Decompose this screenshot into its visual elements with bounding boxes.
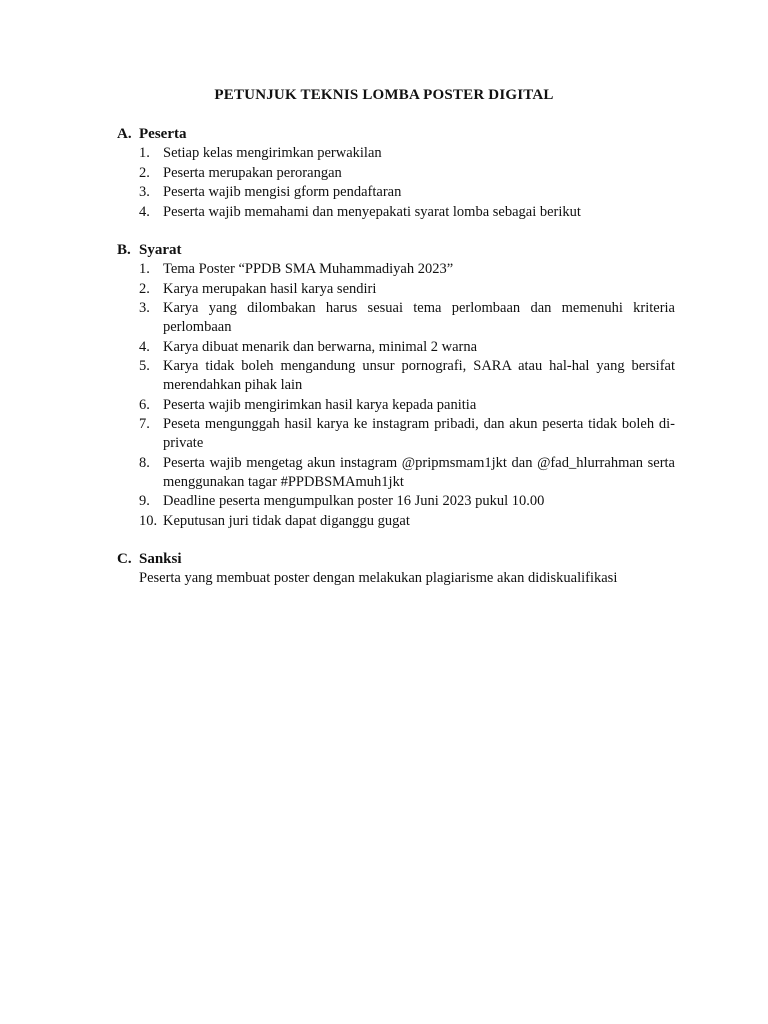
item-number: 4.	[139, 338, 150, 355]
syarat-list	[117, 260, 677, 531]
list-item	[117, 299, 677, 337]
item-number: 4.	[139, 203, 150, 220]
item-text: Tema Poster “PPDB SMA Muhammadiyah 2023”	[163, 261, 454, 277]
item-number: 3.	[139, 184, 150, 200]
item-text: Peserta merupakan perorangan	[163, 164, 342, 181]
section-letter: C.	[117, 551, 132, 567]
section-title: Sanksi	[139, 551, 182, 567]
list-item	[117, 338, 677, 357]
list-item	[117, 396, 677, 415]
list-item	[117, 512, 677, 531]
item-text: Setiap kelas mengirimkan perwakilan	[163, 145, 382, 161]
item-number: 5.	[139, 358, 150, 374]
section-heading	[117, 240, 677, 260]
section-heading	[117, 124, 677, 144]
list-item	[117, 144, 677, 163]
section-letter: A.	[117, 126, 132, 142]
list-item	[117, 203, 677, 222]
item-number: 6.	[139, 396, 150, 413]
section-heading	[117, 549, 677, 569]
item-text: Peseta mengunggah hasil karya ke instagram pribadi, dan akun peserta tidak boleh di-private	[163, 416, 675, 451]
list-item	[117, 164, 677, 183]
item-text: Deadline peserta mengumpulkan poster 16 Juni 2023 pukul 10.00	[163, 493, 545, 509]
item-number: 10.	[139, 512, 158, 529]
section-title: Syarat	[139, 242, 182, 258]
section-syarat	[117, 240, 677, 531]
item-number: 2.	[139, 164, 150, 181]
item-text: Peserta wajib memahami dan menyepakati syarat lomba sebagai berikut	[163, 203, 581, 220]
item-text: Karya tidak boleh mengandung unsur pornografi, SARA atau hal-hal yang bersifat merendahkan pihak lain	[163, 358, 675, 393]
item-text: Karya dibuat menarik dan berwarna, minimal 2 warna	[163, 338, 478, 355]
list-item	[117, 260, 677, 279]
item-number: 3.	[139, 300, 150, 316]
section-letter: B.	[117, 242, 131, 258]
item-number: 7.	[139, 416, 150, 432]
item-text: Peserta wajib mengisi gform pendaftaran	[163, 184, 402, 200]
list-item	[117, 454, 677, 492]
list-item	[117, 492, 677, 511]
item-number: 2.	[139, 280, 150, 297]
list-item	[117, 357, 677, 395]
section-sanksi	[117, 549, 677, 588]
section-title: Peserta	[139, 126, 187, 142]
document-title: PETUNJUK TEKNIS LOMBA POSTER DIGITAL	[214, 87, 554, 103]
peserta-list	[117, 144, 677, 222]
section-peserta	[117, 124, 677, 222]
item-text: Peserta wajib mengetag akun instagram @pripmsmam1jkt dan @fad_hlurrahman serta menggunakan tagar #PPDBSMAmuh1jkt	[163, 454, 675, 490]
item-text: Keputusan juri tidak dapat diganggu gugat	[163, 512, 410, 529]
list-item	[117, 415, 677, 453]
sanksi-text: Peserta yang membuat poster dengan melakukan plagiarisme akan didiskualifikasi	[139, 570, 618, 586]
item-number: 1.	[139, 145, 150, 161]
item-number: 1.	[139, 261, 150, 277]
item-text: Peserta wajib mengirimkan hasil karya kepada panitia	[163, 396, 477, 413]
item-number: 9.	[139, 493, 150, 509]
list-item	[117, 183, 677, 202]
item-number: 8.	[139, 454, 150, 471]
item-text: Karya yang dilombakan harus sesuai tema perlombaan dan memenuhi kriteria perlombaan	[163, 300, 675, 335]
item-text: Karya merupakan hasil karya sendiri	[163, 280, 377, 297]
list-item	[117, 280, 677, 299]
